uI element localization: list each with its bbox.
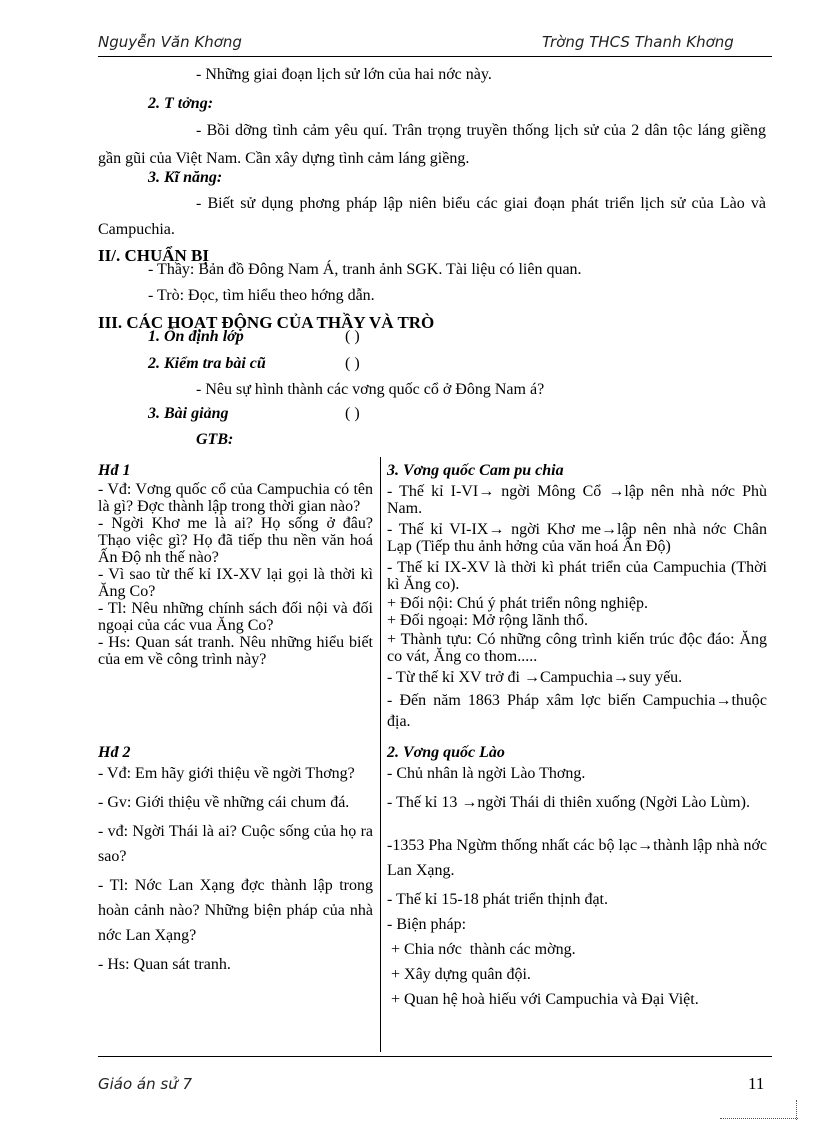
hd2-right-item: + Quan hệ hoà hiếu với Campuchia và Đại Việt. xyxy=(387,991,699,1008)
hd1-right-item: + Đối nội: Chú ý phát triển nông nghiệp. xyxy=(387,595,648,612)
hd2-title: Hđ 2 xyxy=(98,744,131,761)
hd2-right-title: 2. Vơng quốc Lào xyxy=(387,744,505,761)
hd1-right-column xyxy=(387,462,767,732)
hd2-right-item: -1353 Pha Ngừm thống nhất các bộ lạc→thành lập nhà nớc Lan Xạng. xyxy=(387,837,767,879)
attitude-text: - Bồi dỡng tình cảm yêu quí. Trân trọng truyền thống lịch sử của 2 dân tộc láng giềng gần gũi của Việt Nam. Cần xây dựng tình cảm láng giềng. xyxy=(98,122,766,167)
hd2-right-item: + Chia nớc thành các mờng. xyxy=(387,941,576,958)
hd2-left-item: - vđ: Ngời Thái là ai? Cuộc sống của họ ra sao? xyxy=(98,823,373,865)
skills-title: 3. Kĩ năng: xyxy=(148,169,223,186)
hd1-right-item: - Đến năm 1863 Pháp xâm lợc biến Campuchia→thuộc địa. xyxy=(387,692,767,730)
preparation-title: II/. CHUẨN BỊ xyxy=(98,246,209,265)
hd1-right-item: + Đối ngoại: Mở rộng lãnh thổ. xyxy=(387,612,589,629)
hd1-left-item: - Ngời Khơ me là ai? Họ sống ở đâu? Thạo việc gì? Họ đã tiếp thu nền văn hoá Ấn Độ nh thế nào? xyxy=(98,515,373,566)
preparation-teacher: - Thầy: Bản đồ Đông Nam Á, tranh ảnh SGK. Tài liệu có liên quan. xyxy=(148,261,582,278)
check-old-paren: ( ) xyxy=(345,355,360,372)
lecture-paren: ( ) xyxy=(345,405,360,422)
intro-line: - Những giai đoạn lịch sử lớn của hai nớc này. xyxy=(196,66,492,83)
stabilize-title: 1. Ổn định lớp xyxy=(148,328,244,345)
header-school: Trờng THCS Thanh Khơng xyxy=(542,33,734,51)
hd2-left-item: - Tl: Nớc Lan Xạng đợc thành lập trong hoàn cảnh nào? Những biện pháp của nhà nớc Lan Xạng? xyxy=(98,877,373,944)
page-edge-dots xyxy=(796,1100,797,1120)
hd2-left-item: - Hs: Quan sát tranh. xyxy=(98,956,231,973)
hd1-left-item: - Hs: Quan sát tranh. Nêu những hiểu biết của em về công trình này? xyxy=(98,634,373,668)
hd1-right-item: - Từ thế kỉ XV trở đi →Campuchia→suy yếu. xyxy=(387,669,683,686)
page-edge-dots-bottom xyxy=(720,1118,798,1119)
gtb-label: GTB: xyxy=(196,431,234,448)
page-number: 11 xyxy=(748,1074,765,1093)
hd1-left-item: - Vì sao từ thế kỉ IX-XV lại gọi là thời kì Ăng Co? xyxy=(98,566,373,600)
hd1-right-item: + Thành tựu: Có những công trình kiến trúc độc đáo: Ăng co vát, Ăng co thom..... xyxy=(387,631,767,665)
attitude-title: 2. T tởng: xyxy=(148,95,214,112)
hd1-right-item: - Thế kỉ IX-XV là thời kì phát triển của Campuchia (Thời kì Ăng co). xyxy=(387,559,767,593)
hd1-left-column xyxy=(98,462,373,668)
hd2-right-column xyxy=(387,744,767,1012)
lecture-title: 3. Bài giảng xyxy=(148,405,229,422)
check-old-title: 2. Kiểm tra bài cũ xyxy=(148,355,266,372)
hd2-left-column xyxy=(98,744,373,977)
footer-rule xyxy=(98,1056,772,1057)
hd2-right-item: - Thế kỉ 13 →ngời Thái di thiên xuống (Ngời Lào Lùm). xyxy=(387,794,750,811)
hd1-right-item: - Thế kỉ VI-IX→ ngời Khơ me→lập nên nhà nớc Chân Lạp (Tiếp thu ảnh hởng của văn hoá Ấn Độ) xyxy=(387,521,767,555)
skills-text: - Biết sử dụng phơng pháp lập niên biểu các giai đoạn phát triển lịch sử của Lào và Campuchia. xyxy=(98,195,766,238)
header-author: Nguyễn Văn Khơng xyxy=(98,33,242,51)
hd1-left-item: - Tl: Nêu những chính sách đối nội và đối ngoại của các vua Ăng Co? xyxy=(98,600,373,634)
preparation-student: - Trò: Đọc, tìm hiểu theo hớng dẫn. xyxy=(148,287,375,304)
activities-title: III. CÁC HOẠT ĐỘNG CỦA THẦY VÀ TRÒ xyxy=(98,313,435,332)
hd1-left-item: - Vđ: Vơng quốc cổ của Campuchia có tên là gì? Đợc thành lập trong thời gian nào? xyxy=(98,481,373,515)
hd2-right-item: - Biện pháp: xyxy=(387,916,467,933)
hd2-right-item: - Chủ nhân là ngời Lào Thơng. xyxy=(387,765,586,782)
stabilize-paren: ( ) xyxy=(345,328,360,345)
check-question: - Nêu sự hình thành các vơng quốc cổ ở Đông Nam á? xyxy=(196,381,545,398)
column-divider xyxy=(380,457,381,1052)
header-rule xyxy=(98,56,772,57)
footer-title: Giáo án sử 7 xyxy=(98,1075,193,1093)
hd1-right-item: - Thế kỉ I-VI→ ngời Mông Cổ →lập nên nhà nớc Phù Nam. xyxy=(387,483,767,517)
hd2-right-item: + Xây dựng quân đội. xyxy=(387,966,531,983)
hd2-right-item: - Thế kỉ 15-18 phát triển thịnh đạt. xyxy=(387,891,608,908)
hd2-left-item: - Vđ: Em hãy giới thiệu về ngời Thơng? xyxy=(98,765,355,782)
hd1-right-title: 3. Vơng quốc Cam pu chia xyxy=(387,462,564,479)
hd2-left-item: - Gv: Giới thiệu về những cái chum đá. xyxy=(98,794,350,811)
hd1-title: Hđ 1 xyxy=(98,462,131,479)
